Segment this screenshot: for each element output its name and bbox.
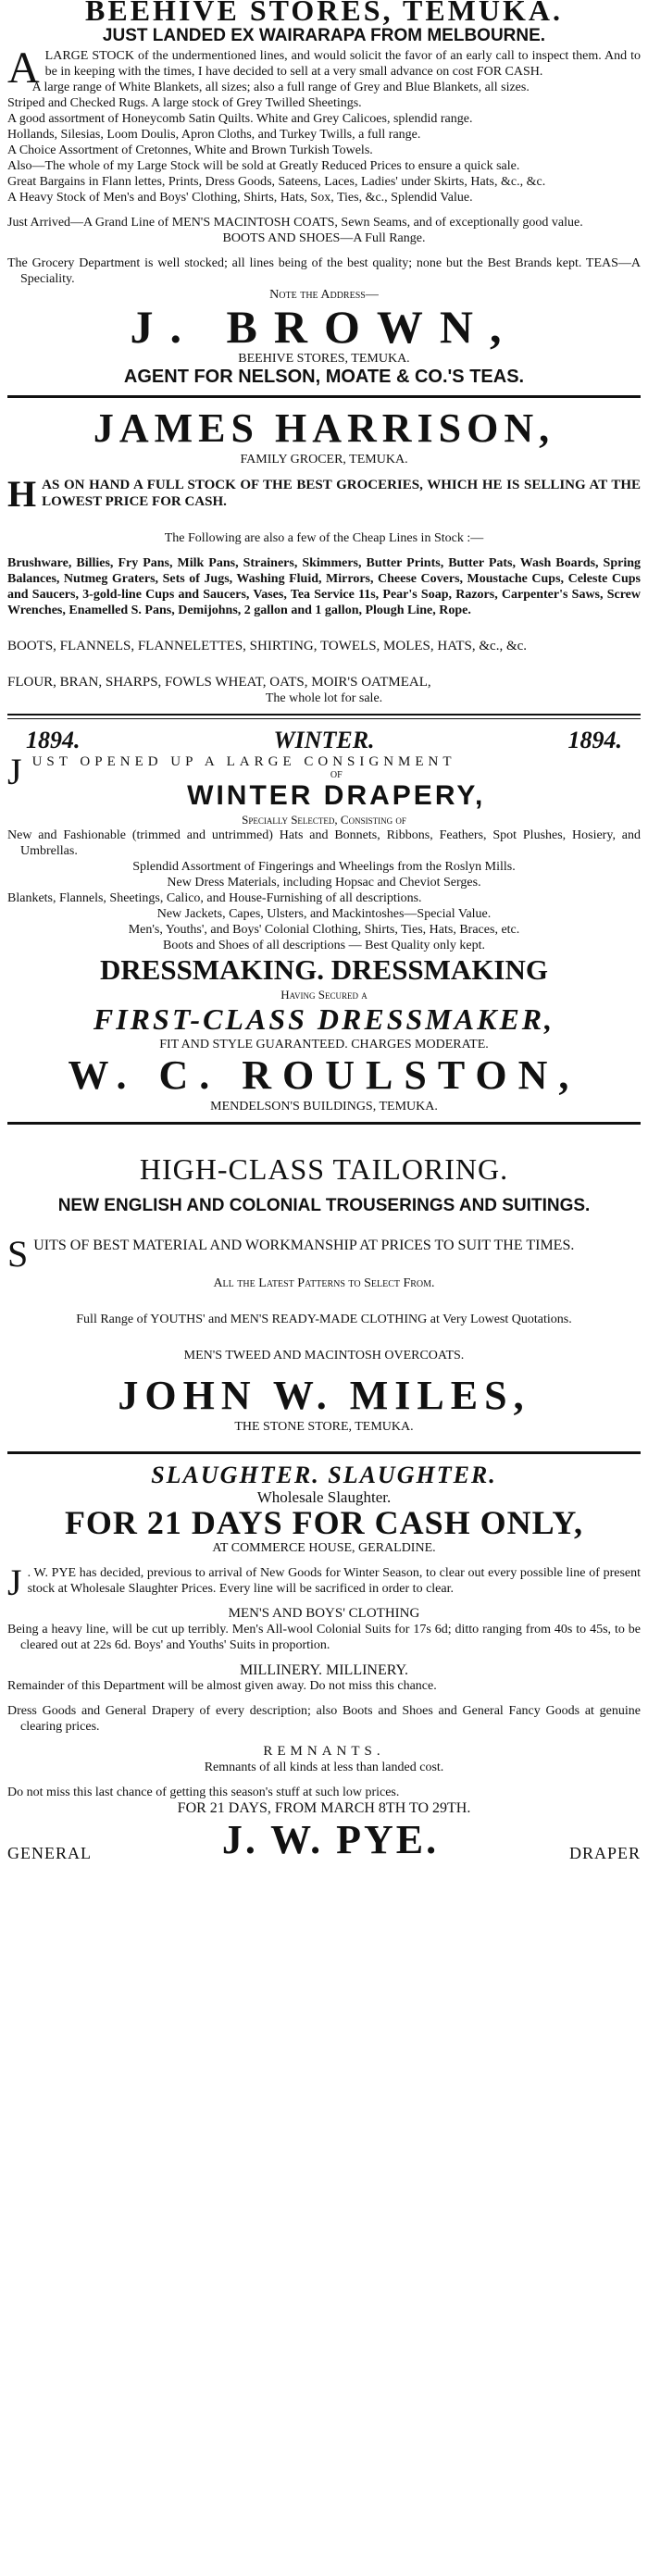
- miles-range: Full Range of YOUTHS' and MEN'S READY-MADE CLOTHING at Very Lowest Quotations.: [76, 1313, 572, 1326]
- beehive-line: A Heavy Stock of Men's and Boys' Clothing, Shirts, Hats, Sox, Ties, &c., Splendid Value.: [7, 191, 473, 205]
- pye-millinery-heading: MILLINERY. MILLINERY.: [239, 1662, 409, 1678]
- harrison-drop-cap: H: [7, 473, 37, 515]
- pye-draper-label: DRAPER: [568, 1844, 641, 1862]
- harrison-whole-lot: The whole lot for sale.: [265, 691, 383, 705]
- beehive-stores-ad: [7, 0, 641, 390]
- harrison-cheap-intro: The Following are also a few of the Cheap Lines in Stock :—: [164, 531, 484, 545]
- roulston-drop-cap: J: [7, 751, 27, 792]
- pye-last-chance: Do not miss this last chance of getting this season's stuff at such low prices.: [7, 1786, 400, 1799]
- beehive-line: A good assortment of Honeycomb Satin Quilts. White and Grey Calicoes, splendid range.: [7, 112, 473, 126]
- miles-overcoats: MEN'S TWEED AND MACINTOSH OVERCOATS.: [183, 1349, 465, 1363]
- harrison-cheap-lines: Brushware, Billies, Fry Pans, Milk Pans, Strainers, Skimmers, Butter Prints, Butter Pats, Wash Boards, Spring Balances, Nutmeg Graters, Sets of Jugs, Washing Fluid, Mirrors, Cheese Covers, Moustache Cups, Celeste Cups and Saucers, 3-gold-line Cups and Saucers, Vases, Tea Service 11s, Pear's Soap, Razors, Carpenter's Saws, Screw Wrenches, Enamelled S. Pans, Demijohns, 2 gallon and 1 gallon, Plough Line, Rope.: [7, 556, 641, 617]
- beehive-arrived: Just Arrived—A Grand Line of MEN'S MACINTOSH COATS, Sewn Seams, and of exceptionally good value.: [7, 216, 583, 230]
- pye-commerce-house: AT COMMERCE HOUSE, GERALDINE.: [212, 1541, 436, 1555]
- pye-name: J. W. PYE.: [221, 1817, 440, 1862]
- miles-name: JOHN W. MILES,: [118, 1373, 530, 1418]
- pye-clothing-heading: MEN'S AND BOYS' CLOTHING: [228, 1606, 420, 1621]
- beehive-address: BEEHIVE STORES, TEMUKA.: [238, 352, 410, 366]
- roulston-intro-text: UST OPENED UP A LARGE CONSIGNMENT: [31, 754, 456, 769]
- beehive-line: A large range of White Blankets, all sizes; also a full range of Grey and Blue Blankets, all sizes.: [31, 81, 530, 94]
- dressmaking-heading: DRESSMAKING. DRESSMAKING: [99, 953, 548, 986]
- beehive-line: A Choice Assortment of Cretonnes, White and Brown Turkish Towels.: [7, 143, 373, 157]
- roulston-line: Men's, Youths', and Boys' Colonial Clothing, Shirts, Ties, Hats, Braces, etc.: [128, 923, 520, 937]
- pye-drop-cap: J: [7, 1562, 22, 1603]
- pye-intro-text: . W. PYE has decided, previous to arrival of New Goods for Winter Season, to clear out every possible line of present stock at Wholesale Slaughter Prices. Every line will be sacrificed in order to clear.: [27, 1566, 641, 1596]
- pye-dress-goods: Dress Goods and General Drapery of every description; also Boots and Shoes and General Fancy Goods at genuine clearing prices.: [7, 1704, 641, 1734]
- pye-millinery: Remainder of this Department will be almost given away. Do not miss this chance.: [7, 1679, 437, 1693]
- pye-remnants-heading: REMNANTS.: [263, 1744, 385, 1759]
- pye-dates: FOR 21 DAYS, FROM MARCH 8TH TO 29TH.: [177, 1800, 471, 1816]
- beehive-drop-cap: A: [7, 44, 40, 93]
- column-rule: [7, 395, 641, 398]
- miles-ad: [7, 1151, 641, 1437]
- beehive-line: Great Bargains in Flann lettes, Prints, Dress Goods, Sateens, Laces, Ladies' under Skirts, Hats, &c., &c.: [7, 175, 546, 189]
- roulston-name: W. C. ROULSTON,: [68, 1052, 580, 1098]
- harrison-intro: [7, 473, 641, 515]
- roulston-line: Blankets, Flannels, Sheetings, Calico, and House-Furnishing of all descriptions.: [7, 891, 422, 905]
- beehive-subheading: JUST LANDED EX WAIRARAPA FROM MELBOURNE.: [102, 26, 546, 45]
- miles-address: THE STONE STORE, TEMUKA.: [234, 1420, 414, 1434]
- season-label: WINTER.: [273, 727, 375, 753]
- beehive-grocery: The Grocery Department is well stocked; all lines being of the best quality; none but the Best Brands kept. TEAS—A Speciality.: [7, 256, 641, 286]
- beehive-note: Note the Address—: [269, 288, 379, 302]
- harrison-intro-text: AS ON HAND A FULL STOCK OF THE BEST GROCERIES, WHICH HE IS SELLING AT THE LOWEST PRICE FOR CASH.: [42, 478, 641, 509]
- miles-subheading: NEW ENGLISH AND COLONIAL TROUSERINGS AND SUITINGS.: [57, 1196, 591, 1215]
- pye-for-21-days: FOR 21 DAYS FOR CASH ONLY,: [64, 1504, 584, 1541]
- roulston-drapery: WINTER DRAPERY,: [187, 780, 486, 811]
- column-rule: [7, 714, 641, 719]
- roulston-address: MENDELSON'S BUILDINGS, TEMUKA.: [210, 1100, 438, 1114]
- roulston-line: New Jackets, Capes, Ulsters, and Mackintoshes—Special Value.: [156, 907, 492, 921]
- roulston-selected: Specially Selected, Consisting of: [242, 813, 406, 827]
- newspaper-page: [7, 0, 641, 1865]
- roulston-line: Boots and Shoes of all descriptions — Best Quality only kept.: [162, 939, 486, 952]
- harrison-ad: [7, 404, 641, 708]
- column-rule: [7, 1451, 641, 1454]
- pye-intro: [7, 1562, 641, 1603]
- beehive-proprietor-name: J. BROWN,: [130, 301, 518, 353]
- pye-signature-row: [7, 1816, 641, 1863]
- roulston-ad: [7, 725, 641, 1116]
- harrison-name: JAMES HARRISON,: [93, 405, 555, 451]
- first-class-dressmaker: FIRST-CLASS DRESSMAKER,: [93, 1002, 555, 1036]
- beehive-line: Hollands, Silesias, Loom Doulis, Apron Cloths, and Turkey Twills, a full range.: [7, 128, 421, 142]
- beehive-agent: AGENT FOR NELSON, MOATE & CO.'S TEAS.: [123, 367, 525, 387]
- miles-heading: HIGH-CLASS TAILORING.: [139, 1152, 509, 1186]
- pye-remnants: Remnants of all kinds at less than landed cost.: [204, 1761, 444, 1774]
- miles-intro: [7, 1233, 641, 1275]
- beehive-intro-text: LARGE STOCK of the undermentioned lines, and would solicit the favor of an early call to inspect them. And to be in keeping with the times, I have decided to sell at a very small advance on cost FOR CASH.: [44, 49, 641, 79]
- harrison-boots-line: BOOTS, FLANNELS, FLANNELETTES, SHIRTING, TOWELS, MOLES, HATS, &c., &c.: [7, 639, 528, 653]
- beehive-boots: BOOTS AND SHOES—A Full Range.: [222, 231, 426, 245]
- year-left: 1894.: [26, 727, 81, 753]
- roulston-secured: Having Secured a: [280, 988, 368, 1002]
- winter-banner: [7, 727, 641, 754]
- miles-intro-text: UITS OF BEST MATERIAL AND WORKMANSHIP AT PRICES TO SUIT THE TIMES.: [33, 1238, 575, 1253]
- pye-clothing: Being a heavy line, will be cut up terribly. Men's All-wool Colonial Suits for 17s 6d; ditto ranging from 40s to 45s, to be cleared out at 22s 6d. Boys' and Youths' Suits in proportion.: [7, 1623, 641, 1652]
- roulston-line: Splendid Assortment of Fingerings and Wheelings from the Roslyn Mills.: [132, 860, 516, 874]
- pye-wholesale: Wholesale Slaughter.: [256, 1488, 392, 1506]
- roulston-line: New and Fashionable (trimmed and untrimmed) Hats and Bonnets, Ribbons, Feathers, Spot Plushes, Hosiery, and Umbrellas.: [7, 828, 641, 858]
- miles-patterns: All the Latest Patterns to Select From.: [213, 1276, 435, 1290]
- year-right: 1894.: [567, 727, 622, 753]
- miles-drop-cap: S: [7, 1233, 29, 1275]
- column-rule: [7, 1122, 641, 1125]
- roulston-fit: FIT AND STYLE GUARANTEED. CHARGES MODERATE.: [159, 1038, 489, 1052]
- pye-general-label: GENERAL: [7, 1844, 92, 1862]
- roulston-of: OF: [330, 770, 343, 780]
- harrison-trade: FAMILY GROCER, TEMUKA.: [240, 453, 408, 467]
- slaughter-banner: SLAUGHTER. SLAUGHTER.: [151, 1462, 497, 1488]
- pye-ad: [7, 1460, 641, 1865]
- roulston-line: New Dress Materials, including Hopsac and Cheviot Serges.: [167, 876, 481, 890]
- harrison-flour-line: FLOUR, BRAN, SHARPS, FOWLS WHEAT, OATS, MOIR'S OATMEAL,: [7, 675, 431, 690]
- beehive-line: Striped and Checked Rugs. A large stock of Grey Twilled Sheetings.: [7, 96, 362, 110]
- beehive-line: Also—The whole of my Large Stock will be sold at Greatly Reduced Prices to ensure a quick sale.: [7, 159, 520, 173]
- beehive-heading: BEEHIVE STORES, TEMUKA.: [85, 0, 563, 27]
